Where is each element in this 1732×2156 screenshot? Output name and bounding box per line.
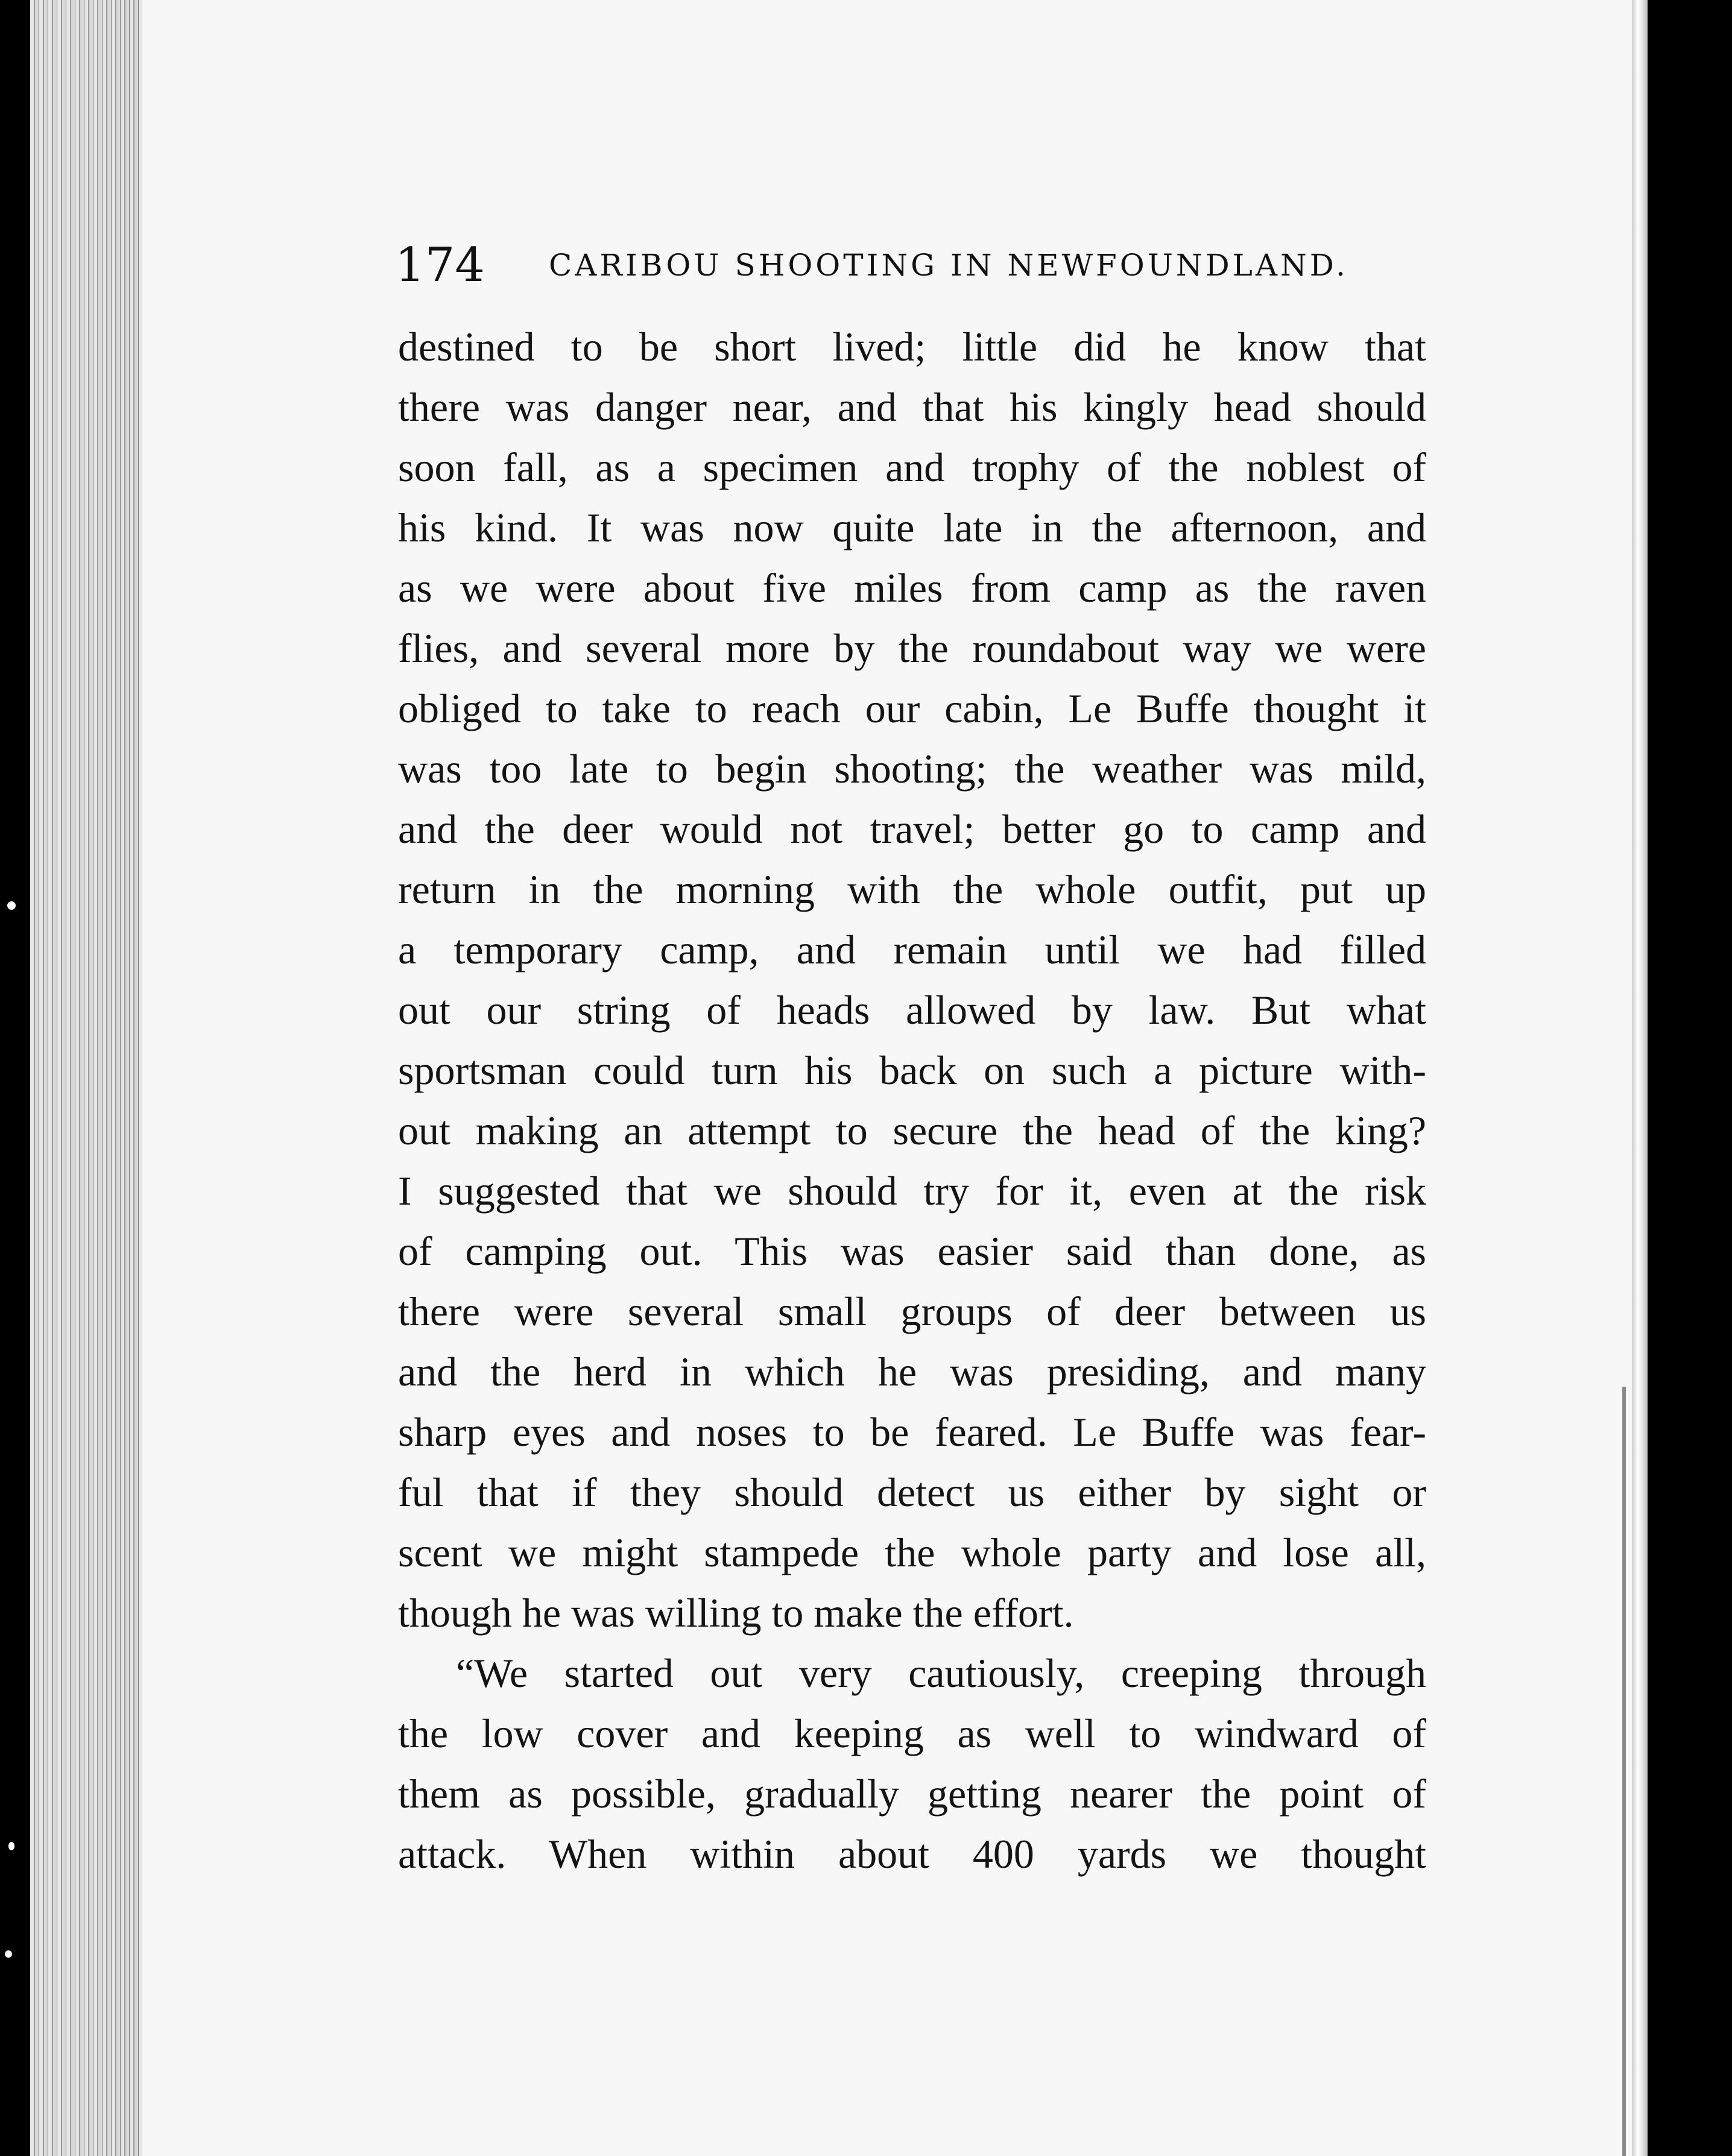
text-line: scent we might stampede the whole party and lose all, bbox=[398, 1530, 1426, 1575]
text-line: sharp eyes and noses to be feared. Le Buffe was fear- bbox=[398, 1409, 1426, 1455]
text-line: and the herd in which he was presiding, and many bbox=[398, 1349, 1426, 1395]
text-line: though he was willing to make the effort. bbox=[398, 1590, 1074, 1636]
text-line: of camping out. This was easier said than done, as bbox=[398, 1228, 1426, 1274]
gutter-shadow bbox=[1622, 1387, 1626, 2156]
text-line: ful that if they should detect us either by sight or bbox=[398, 1469, 1426, 1515]
text-line: was too late to begin shooting; the weather was mild, bbox=[398, 746, 1426, 792]
text-line: out our string of heads allowed by law. But what bbox=[398, 987, 1426, 1033]
page-number: 174 bbox=[395, 238, 485, 292]
text-line: flies, and several more by the roundabout way we were bbox=[398, 625, 1426, 671]
gutter-edge bbox=[1632, 0, 1648, 2156]
text-line: soon fall, as a specimen and trophy of the noblest of bbox=[398, 444, 1426, 490]
text-line: “We started out very cautiously, creeping through bbox=[456, 1650, 1426, 1696]
running-head: CARIBOU SHOOTING IN NEWFOUNDLAND. bbox=[549, 248, 1348, 283]
text-line: attack. When within about 400 yards we thought bbox=[398, 1831, 1426, 1877]
text-line: them as possible, gradually getting nearer the point of bbox=[398, 1771, 1426, 1817]
text-line: return in the morning with the whole outfit, put up bbox=[398, 866, 1426, 912]
scan-speck bbox=[7, 901, 16, 910]
text-line: there was danger near, and that his kingly head should bbox=[398, 384, 1426, 430]
scan-speck bbox=[5, 1950, 12, 1958]
text-line: destined to be short lived; little did he know that bbox=[398, 324, 1426, 370]
text-line: a temporary camp, and remain until we had filled bbox=[398, 927, 1426, 972]
text-line: and the deer would not travel; better go to camp and bbox=[398, 806, 1426, 852]
scan-speck bbox=[8, 1842, 14, 1850]
page-edges bbox=[30, 0, 145, 2156]
text-line: I suggested that we should try for it, even at the risk bbox=[398, 1168, 1426, 1214]
text-line: there were several small groups of deer between us bbox=[398, 1288, 1426, 1334]
text-line: his kind. It was now quite late in the afternoon, and bbox=[398, 505, 1426, 550]
text-line: sportsman could turn his back on such a picture with- bbox=[398, 1047, 1426, 1093]
page-header bbox=[395, 232, 1348, 298]
text-line: obliged to take to reach our cabin, Le Buffe thought it bbox=[398, 686, 1426, 731]
text-line: out making an attempt to secure the head of the king? bbox=[398, 1108, 1426, 1153]
text-line: as we were about five miles from camp as the raven bbox=[398, 565, 1426, 611]
body-text bbox=[398, 317, 1426, 1884]
text-line: the low cover and keeping as well to windward of bbox=[398, 1710, 1426, 1756]
